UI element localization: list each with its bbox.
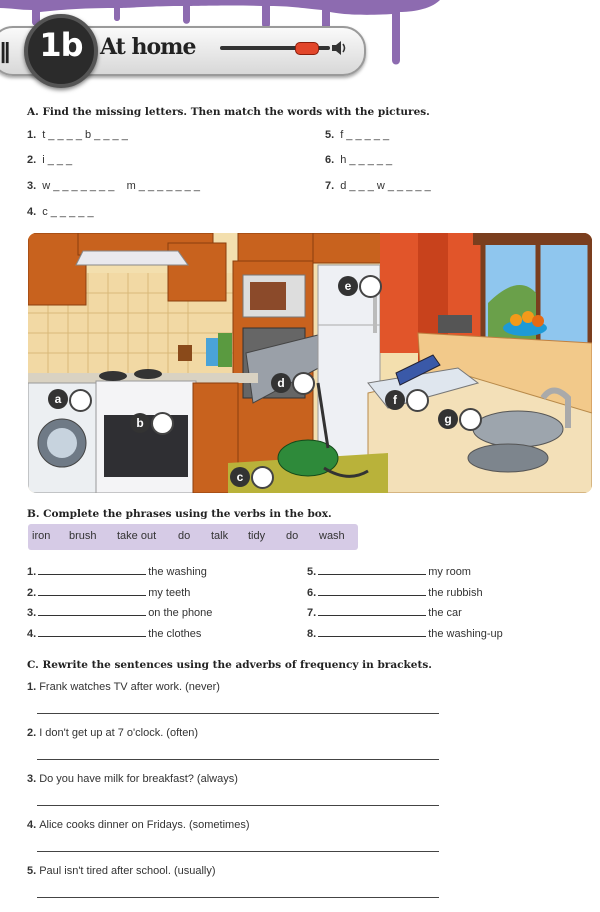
item-a-3 — [27, 180, 200, 192]
sentence-text: I don't get up at 7 o'clock. (often) — [39, 727, 199, 739]
phrase-3 — [27, 606, 212, 619]
verb-word: take out — [117, 530, 157, 542]
item-number: 5. — [325, 129, 335, 141]
item-number: 4. — [27, 206, 37, 218]
item-a-1 — [27, 129, 128, 141]
phrase-number: 5. — [307, 566, 317, 578]
phrase-number: 7. — [307, 607, 317, 619]
phrase-8 — [307, 627, 503, 640]
item-number: 1. — [27, 129, 37, 141]
picture-label-d: d — [271, 373, 291, 393]
banner-stripes: || — [0, 38, 9, 63]
phrase-number: 8. — [307, 628, 317, 640]
verb-word: wash — [319, 530, 345, 542]
answer-blank[interactable] — [318, 586, 426, 596]
verb-word: do — [178, 530, 191, 542]
section-c-title: C. Rewrite the sentences using the adverbs of frequency in brackets. — [27, 659, 432, 671]
answer-circle-b[interactable] — [151, 412, 174, 435]
answer-circle-f[interactable] — [406, 389, 429, 412]
item-text: w _ _ _ _ _ _ _ m _ _ _ _ _ _ _ — [42, 180, 200, 192]
item-number: 2. — [27, 154, 37, 166]
phrase-text: the clothes — [148, 628, 202, 640]
answer-circle-e[interactable] — [359, 275, 382, 298]
phrase-text: my teeth — [148, 587, 191, 599]
item-a-4 — [27, 206, 94, 218]
sentence-number: 3. — [27, 773, 37, 785]
answer-blank[interactable] — [318, 565, 426, 575]
sentence-number: 2. — [27, 727, 37, 739]
item-a-7 — [325, 180, 431, 192]
phrase-5 — [307, 565, 471, 578]
phrase-text: the rubbish — [428, 587, 483, 599]
phrase-text: my room — [428, 566, 471, 578]
answer-line-1[interactable] — [37, 713, 439, 714]
answer-line-4[interactable] — [37, 851, 439, 852]
answer-blank[interactable] — [38, 586, 146, 596]
audio-slider-knob[interactable] — [295, 42, 319, 55]
speaker-icon[interactable] — [330, 37, 350, 59]
picture-label-g: g — [438, 409, 458, 429]
sentence-1 — [27, 681, 220, 693]
sentence-5 — [27, 865, 216, 877]
picture-label-a: a — [48, 389, 68, 409]
phrase-number: 3. — [27, 607, 37, 619]
item-text: f _ _ _ _ _ — [340, 129, 390, 141]
answer-blank[interactable] — [38, 627, 146, 637]
phrase-number: 6. — [307, 587, 317, 599]
picture-label-b: b — [130, 413, 150, 433]
phrase-text: the washing — [148, 566, 207, 578]
sentence-text: Do you have milk for breakfast? (always) — [39, 773, 238, 785]
phrase-text: the car — [428, 607, 462, 619]
item-a-2 — [27, 154, 72, 166]
answer-circle-c[interactable] — [251, 466, 274, 489]
kitchen-illustration — [28, 233, 592, 493]
sentence-number: 1. — [27, 681, 37, 693]
phrase-number: 4. — [27, 628, 37, 640]
phrase-number: 2. — [27, 587, 37, 599]
phrase-1 — [27, 565, 207, 578]
sentence-text: Alice cooks dinner on Fridays. (sometimes) — [39, 819, 250, 831]
item-text: h _ _ _ _ _ — [340, 154, 393, 166]
sentence-number: 4. — [27, 819, 37, 831]
answer-line-5[interactable] — [37, 897, 439, 898]
phrase-2 — [27, 586, 190, 599]
section-b-title: B. Complete the phrases using the verbs in the box. — [27, 508, 332, 520]
item-text: i _ _ _ — [42, 154, 73, 166]
phrase-text: on the phone — [148, 607, 213, 619]
sentence-text: Frank watches TV after work. (never) — [39, 681, 220, 693]
sentence-4 — [27, 819, 249, 831]
item-a-5 — [325, 129, 389, 141]
verb-word: iron — [32, 530, 51, 542]
verb-word: brush — [69, 530, 97, 542]
sentence-2 — [27, 727, 198, 739]
sentence-text: Paul isn't tired after school. (usually) — [39, 865, 216, 877]
section-a-title: A. Find the missing letters. Then match the words with the pictures. — [27, 106, 430, 118]
kitchen-drawing — [28, 233, 592, 493]
verb-word: tidy — [248, 530, 266, 542]
verb-word: talk — [211, 530, 229, 542]
answer-line-2[interactable] — [37, 759, 439, 760]
answer-blank[interactable] — [38, 565, 146, 575]
phrase-7 — [307, 606, 462, 619]
item-text: c _ _ _ _ _ — [42, 206, 94, 218]
phrase-4 — [27, 627, 201, 640]
picture-label-f: f — [385, 390, 405, 410]
answer-circle-a[interactable] — [69, 389, 92, 412]
answer-blank[interactable] — [38, 606, 146, 616]
sentence-number: 5. — [27, 865, 37, 877]
item-number: 3. — [27, 180, 37, 192]
answer-blank[interactable] — [318, 606, 426, 616]
phrase-text: the washing-up — [428, 628, 503, 640]
sentence-3 — [27, 773, 238, 785]
unit-number: 1b — [39, 26, 83, 64]
verb-word: do — [286, 530, 299, 542]
item-number: 7. — [325, 180, 335, 192]
phrase-6 — [307, 586, 483, 599]
phrase-number: 1. — [27, 566, 37, 578]
answer-circle-g[interactable] — [459, 408, 482, 431]
item-a-6 — [325, 154, 392, 166]
item-number: 6. — [325, 154, 335, 166]
answer-circle-d[interactable] — [292, 372, 315, 395]
picture-label-c: c — [230, 467, 250, 487]
answer-line-3[interactable] — [37, 805, 439, 806]
picture-label-e: e — [338, 276, 358, 296]
item-text: t _ _ _ _ b _ _ _ _ — [42, 129, 128, 141]
unit-title: At home — [100, 34, 196, 60]
item-text: d _ _ _ w _ _ _ _ _ — [340, 180, 431, 192]
answer-blank[interactable] — [318, 627, 426, 637]
